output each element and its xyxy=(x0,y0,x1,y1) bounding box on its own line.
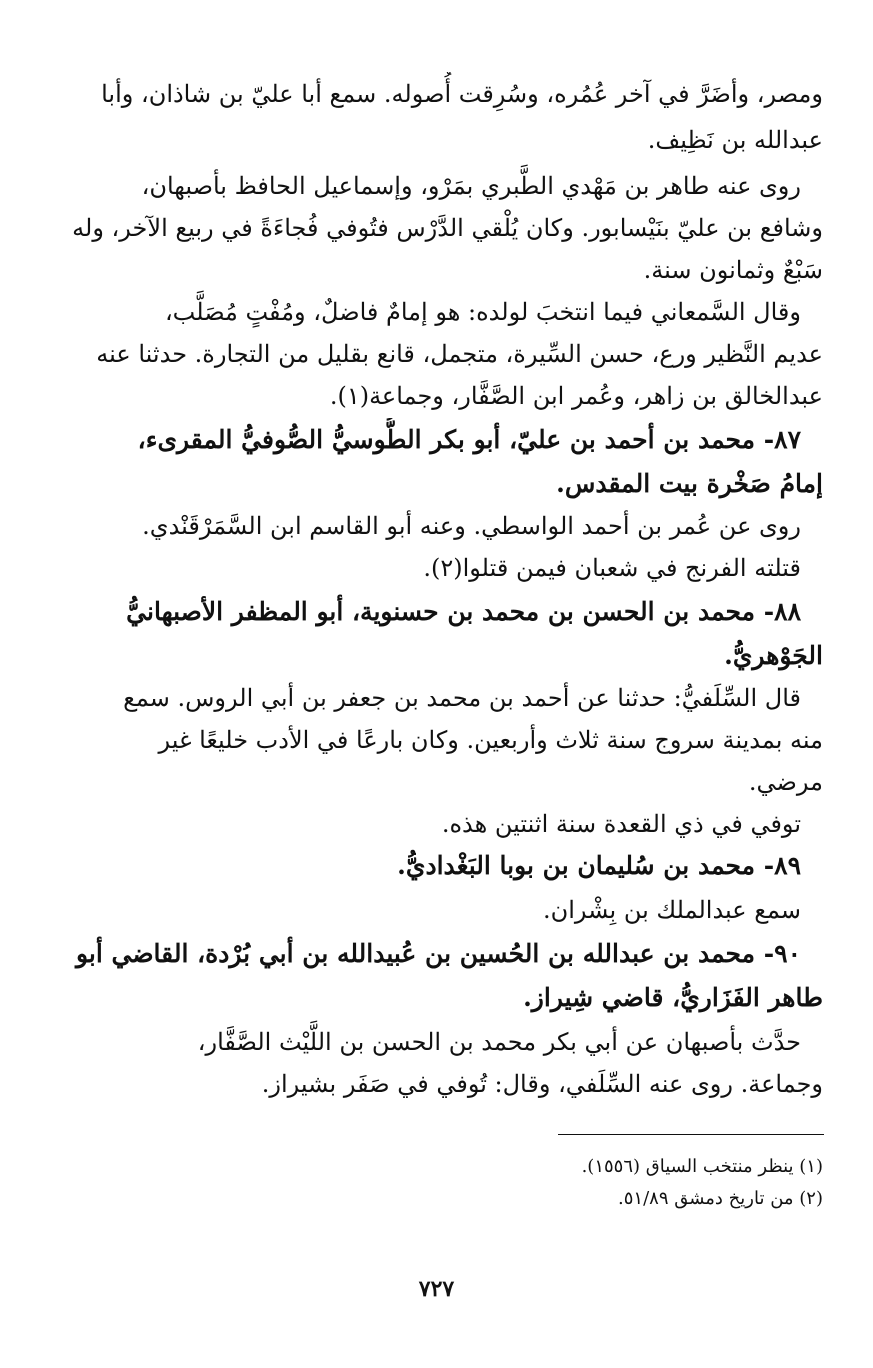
text-line: عبدالله بن نَظِيف. xyxy=(647,126,823,154)
text-line: مرضي. xyxy=(748,768,823,796)
text-line: وقال السَّمعاني فيما انتخبَ لولده: هو إمامٌ فاضلٌ، ومُفْتٍ مُصَلَّب، xyxy=(164,298,801,326)
entry-heading-89: ٨٩- محمد بن سُليمان بن بوبا البَغْداديُّ. xyxy=(397,851,801,880)
text-line: ومصر، وأضَرَّ في آخر عُمُره، وسُرِقت أُصوله. سمع أبا عليّ بن شاذان، وأبا xyxy=(101,80,823,108)
text-line: وشافع بن عليّ بنَيْسابور. وكان يُلْقي الدَّرْس فتُوفي فُجاءَةً في ربيع الآخر، وله xyxy=(72,214,823,242)
text-line: عديم النَّظير ورع، حسن السِّيرة، متجمل، قانع بقليل من التجارة. حدثنا عنه xyxy=(96,340,823,368)
text-line: روى عنه طاهر بن مَهْدي الطَّبري بمَرْو، وإسماعيل الحافظ بأصبهان، xyxy=(141,172,801,200)
page-number: ٧٢٧ xyxy=(418,1276,455,1302)
text-line: توفي في ذي القعدة سنة اثنتين هذه. xyxy=(441,810,801,838)
text-line: قال السِّلَفيُّ: حدثنا عن أحمد بن محمد بن جعفر بن أبي الروس. سمع xyxy=(123,684,801,712)
entry-heading-88-cont: الجَوْهريُّ. xyxy=(724,641,823,670)
entry-heading-90-cont: طاهر الفَزَاريُّ، قاضي شِيراز. xyxy=(523,983,823,1012)
text-line: وجماعة. روى عنه السِّلَفي، وقال: تُوفي في صَفَر بشيراز. xyxy=(261,1070,823,1098)
text-line: منه بمدينة سروج سنة ثلاث وأربعين. وكان بارعًا في الأدب خليعًا غير xyxy=(158,726,823,754)
text-line: روى عن عُمر بن أحمد الواسطي. وعنه أبو القاسم ابن السَّمَرْقَنْدي. xyxy=(142,512,801,540)
entry-heading-87: ٨٧- محمد بن أحمد بن عليّ، أبو بكر الطُّوسيُّ الصُّوفيُّ المقرىء، xyxy=(137,425,801,454)
text-line: سمع عبدالملك بن بِشْران. xyxy=(542,896,801,924)
entry-heading-87-cont: إمامُ صَخْرة بيت المقدس. xyxy=(556,469,823,498)
footnote-2: (٢) من تاريخ دمشق ٥١/٨٩. xyxy=(618,1188,823,1209)
text-line: عبدالخالق بن زاهر، وعُمر ابن الصَّفَّار، وجماعة(١). xyxy=(329,382,823,410)
text-line: حدَّث بأصبهان عن أبي بكر محمد بن الحسن بن اللَّيْث الصَّفَّار، xyxy=(197,1028,801,1056)
text-line: قتلته الفرنج في شعبان فيمن قتلوا(٢). xyxy=(423,554,801,582)
entry-heading-88: ٨٨- محمد بن الحسن بن محمد بن حسنوية، أبو المظفر الأصبهانيُّ xyxy=(126,597,801,626)
entry-heading-90: ٩٠- محمد بن عبدالله بن الحُسين بن عُبيدالله بن أبي بُرْدة، القاضي أبو xyxy=(75,939,801,968)
footnote-divider xyxy=(558,1134,824,1135)
text-line: سَبْعٌ وثمانون سنة. xyxy=(643,256,823,284)
footnote-1: (١) ينظر منتخب السياق (١٥٥٦). xyxy=(581,1156,823,1177)
